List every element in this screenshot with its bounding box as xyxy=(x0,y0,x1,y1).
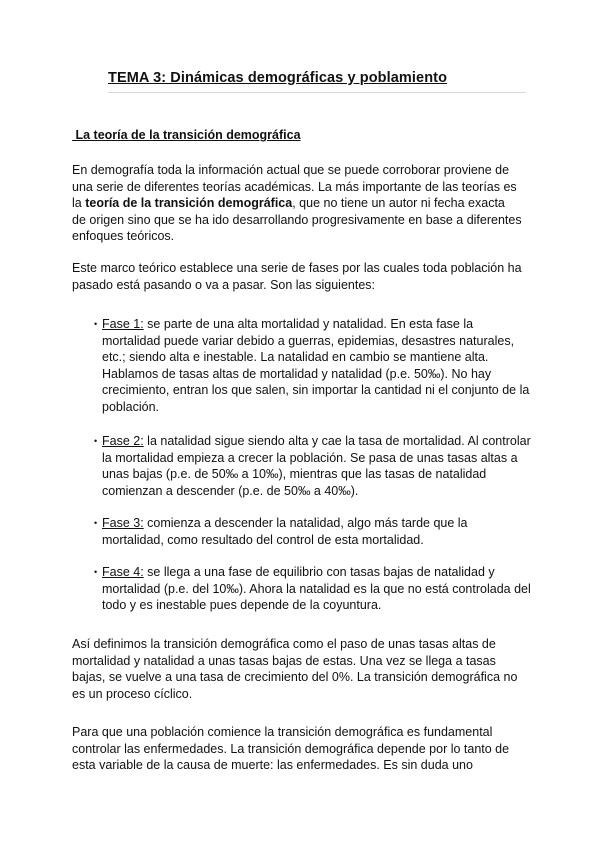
phase-label: Fase 3: xyxy=(102,516,144,530)
section-heading: La teoría de la transición demográfica xyxy=(72,128,301,142)
intro-text-start: En demografía toda la información actual que se puede corroborar proviene de una serie de diferentes teorías académicas. La más importante de las teorías es la xyxy=(72,163,517,211)
phase-label: Fase 2: xyxy=(102,434,144,448)
phase-item xyxy=(92,316,532,416)
framework-paragraph: Este marco teórico establece una serie de fases por las cuales toda población ha pasado está pasando o va a pasar. Son las siguientes: xyxy=(72,261,522,292)
phase-label: Fase 4: xyxy=(102,565,144,579)
phase-item xyxy=(92,564,532,614)
phase-text: comienza a descender la natalidad, algo más tarde que la mortalidad, como resultado del control de esta mortalidad. xyxy=(102,516,468,547)
page-title: TEMA 3: Dinámicas demográficas y poblamiento xyxy=(108,70,448,86)
intro-bold-term: teoría de la transición demográfica xyxy=(85,196,293,211)
bullet-icon: • xyxy=(94,567,98,577)
phase-text: la natalidad sigue siendo alta y cae la tasa de mortalidad. Al controlar la mortalidad empieza a crecer la población. Se pasa de unas tasas altas a unas bajas (p.e. de 50‰ a 10‰), mientras que las tasas de natalidad comienzan a descender (p.e. de 50‰ a 40‰). xyxy=(102,434,531,498)
phase-label: Fase 1: xyxy=(102,317,144,331)
bullet-icon: • xyxy=(94,436,98,446)
phase-item xyxy=(92,515,532,548)
phase-text: se llega a una fase de equilibrio con tasas bajas de natalidad y mortalidad (p.e. del 10‰). Ahora la natalidad es la que no está controlada del todo y es inestable pues depende de la coyuntura. xyxy=(102,565,531,613)
intro-text-end: , que no tiene un autor ni fecha exacta de origen sino que se ha ido desarrollando progresivamente en base a diferentes enfoques teóricos. xyxy=(72,196,522,244)
closing-paragraph: Para que una población comience la transición demográfica es fundamental controlar las enfermedades. La transición demográfica depende por lo tanto de esta variable de la causa de muerte: las enfermedades. Es sin duda uno xyxy=(72,725,510,773)
intro-paragraph xyxy=(72,162,522,245)
bullet-icon: • xyxy=(94,319,98,329)
phase-item xyxy=(92,433,532,499)
phase-text: se parte de una alta mortalidad y natalidad. En esta fase la mortalidad puede variar debido a guerras, epidemias, desastres naturales, etc.; siendo alta e inestable. La natalidad en cambio se mantiene alta. Hablamos de tasas altas de mortalidad y natalidad (p.e. 50‰). No hay crecimiento, entran los que salen, sin importar la cantidad ni el conjunto de la población. xyxy=(102,317,530,414)
definition-paragraph: Así definimos la transición demográfica como el paso de unas tasas altas de mortalidad y natalidad a unas tasas bajas de estas. Una vez se llega a tasas bajas, se vuelve a una tasa de crecimiento del 0%. La transición demográfica no es un proceso cíclico. xyxy=(72,637,518,701)
bullet-icon: • xyxy=(94,518,98,528)
header-divider xyxy=(108,92,526,93)
